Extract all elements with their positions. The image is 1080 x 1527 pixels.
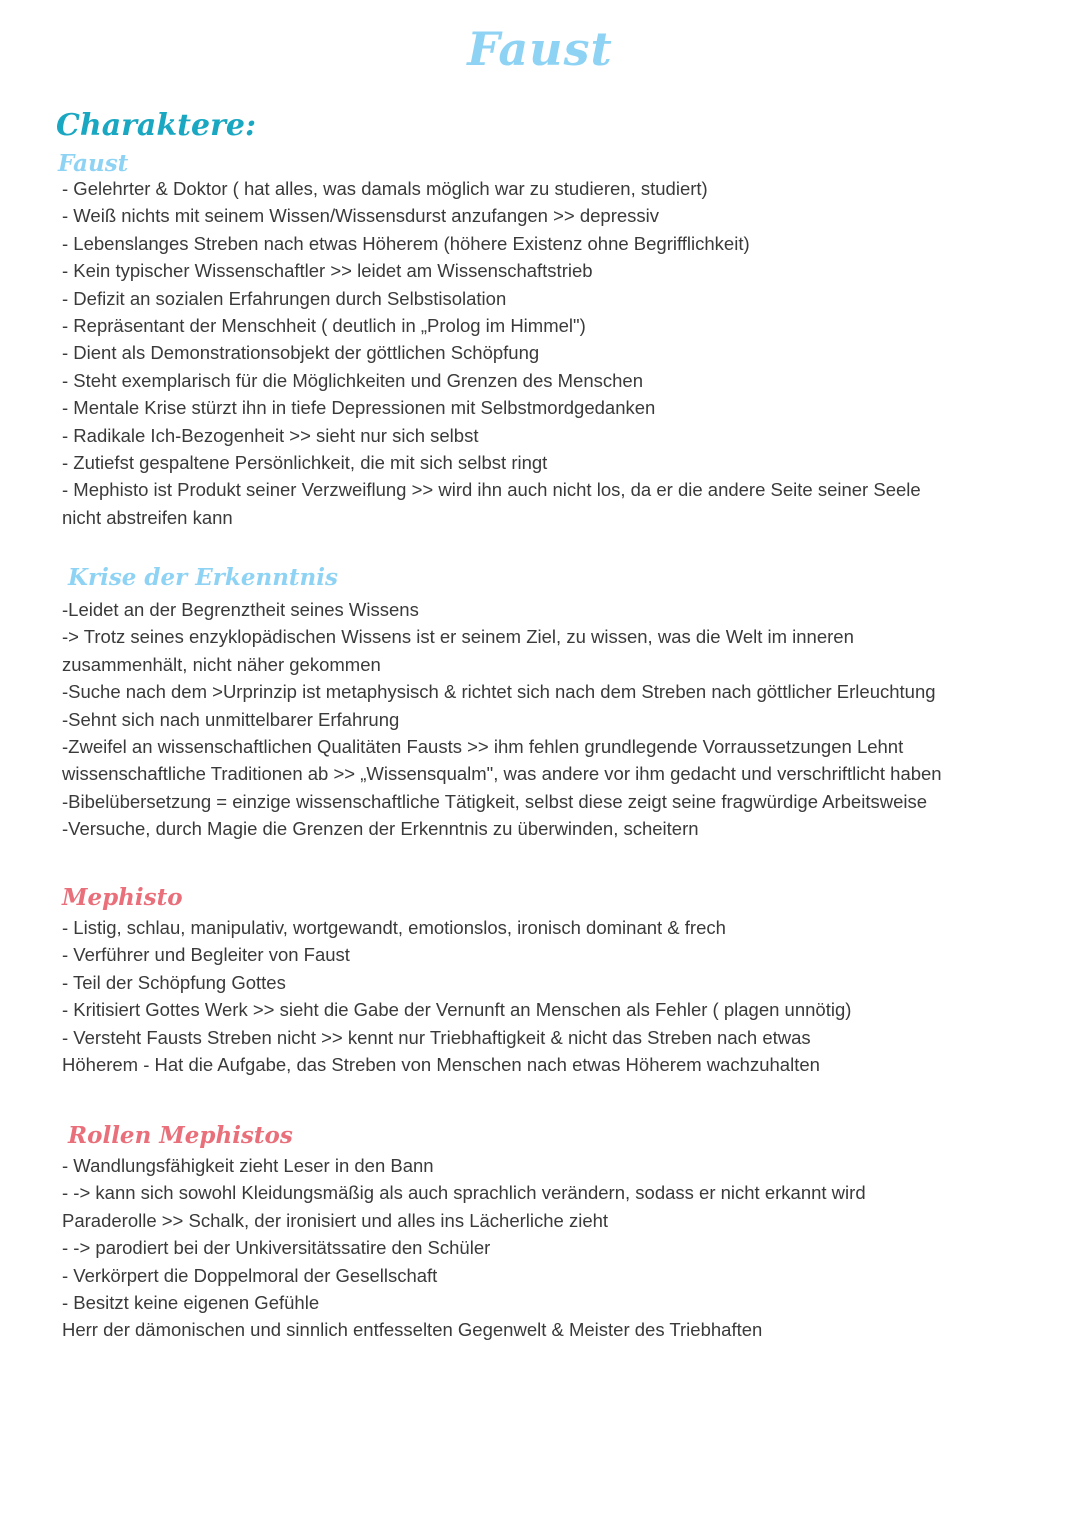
list-item: nicht abstreifen kann xyxy=(62,506,233,528)
list-item: Höherem - Hat die Aufgabe, das Streben von Menschen nach etwas Höherem wachzuhalten xyxy=(62,1054,820,1076)
list-item: -> Trotz seines enzyklopädischen Wissens ist er seinem Ziel, zu wissen, was die Welt im inneren xyxy=(62,626,854,648)
list-item: -Sehnt sich nach unmittelbarer Erfahrung xyxy=(62,708,400,730)
list-item: -Zweifel an wissenschaftlichen Qualitäten Fausts >> ihm fehlen grundlegende Vorraussetzungen Lehnt xyxy=(62,736,904,758)
list-item: -Suche nach dem >Urprinzip ist metaphysisch & richtet sich nach dem Streben nach göttlicher Erleuchtung xyxy=(62,681,936,703)
list-item: - Defizit an sozialen Erfahrungen durch Selbstisolation xyxy=(62,287,507,309)
list-item: - Versteht Fausts Streben nicht >> kennt nur Triebhaftigkeit & nicht das Streben nach etwas xyxy=(62,1026,811,1048)
list-item: - Repräsentant der Menschheit ( deutlich in „Prolog im Himmel") xyxy=(62,315,586,337)
list-item: - Wandlungsfähigkeit zieht Leser in den Bann xyxy=(62,1155,434,1176)
list-item: -Versuche, durch Magie die Grenzen der Erkenntnis zu überwinden, scheitern xyxy=(62,818,699,840)
section-rollen-list xyxy=(62,1152,882,1344)
list-item: - Listig, schlau, manipulativ, wortgewandt, emotionslos, ironisch dominant & frech xyxy=(62,917,726,938)
list-item: wissenschaftliche Traditionen ab >> „Wissensqualm", was andere vor ihm gedacht und verschriftlicht haben xyxy=(62,763,942,785)
section-heading-faust: Faust xyxy=(58,150,129,177)
list-item: Herr der dämonischen und sinnlich entfesselten Gegenwelt & Meister des Triebhaften xyxy=(62,1319,763,1341)
list-item: - Verkörpert die Doppelmoral der Gesellschaft xyxy=(62,1264,438,1286)
list-item: - -> parodiert bei der Unkiversitätssatire den Schüler xyxy=(62,1237,491,1259)
list-item: zusammenhält, nicht näher gekommen xyxy=(62,653,381,675)
list-item: - Steht exemplarisch für die Möglichkeiten und Grenzen des Menschen xyxy=(62,369,643,391)
list-item: - Gelehrter & Doktor ( hat alles, was damals möglich war zu studieren, studiert) xyxy=(62,178,708,199)
list-item: - Weiß nichts mit seinem Wissen/Wissensdurst anzufangen >> depressiv xyxy=(62,205,660,227)
list-item: - Zutiefst gespaltene Persönlichkeit, die mit sich selbst ringt xyxy=(62,452,548,474)
list-item: -Leidet an der Begrenztheit seines Wissens xyxy=(62,599,419,620)
section-mephisto-list xyxy=(62,914,882,1078)
list-item: - -> kann sich sowohl Kleidungsmäßig als auch sprachlich verändern, sodass er nicht erkannt wird xyxy=(62,1182,866,1204)
list-item: - Lebenslanges Streben nach etwas Höherem (höhere Existenz ohne Begrifflichkeit) xyxy=(62,232,750,254)
list-item: - Dient als Demonstrationsobjekt der göttlichen Schöpfung xyxy=(62,342,540,364)
page-title: Faust xyxy=(467,22,613,76)
list-item: - Mephisto ist Produkt seiner Verzweiflung >> wird ihn auch nicht los, da er die andere Seite seiner Seele xyxy=(62,479,921,501)
list-item: Paraderolle >> Schalk, der ironisiert und alles ins Lächerliche zieht xyxy=(62,1209,609,1231)
section-krise-list xyxy=(62,596,942,843)
list-item: - Kritisiert Gottes Werk >> sieht die Gabe der Vernunft an Menschen als Fehler ( plagen unnötig) xyxy=(62,999,852,1021)
section-heading-mephisto: Mephisto xyxy=(62,884,183,911)
characters-heading: Charaktere: xyxy=(56,108,257,143)
list-item: -Bibelübersetzung = einzige wissenschaftliche Tätigkeit, selbst diese zeigt seine fragwürdige Arbeitsweise xyxy=(62,790,928,812)
section-heading-krise: Krise der Erkenntnis xyxy=(68,564,338,591)
list-item: - Radikale Ich-Bezogenheit >> sieht nur sich selbst xyxy=(62,424,479,446)
list-item: - Kein typischer Wissenschaftler >> leidet am Wissenschaftstrieb xyxy=(62,260,593,282)
section-heading-rollen: Rollen Mephistos xyxy=(68,1122,293,1149)
list-item: - Verführer und Begleiter von Faust xyxy=(62,944,350,966)
list-item: - Mentale Krise stürzt ihn in tiefe Depressionen mit Selbstmordgedanken xyxy=(62,397,656,419)
section-faust-list xyxy=(62,175,921,531)
list-item: - Besitzt keine eigenen Gefühle xyxy=(62,1292,320,1314)
list-item: - Teil der Schöpfung Gottes xyxy=(62,971,286,993)
